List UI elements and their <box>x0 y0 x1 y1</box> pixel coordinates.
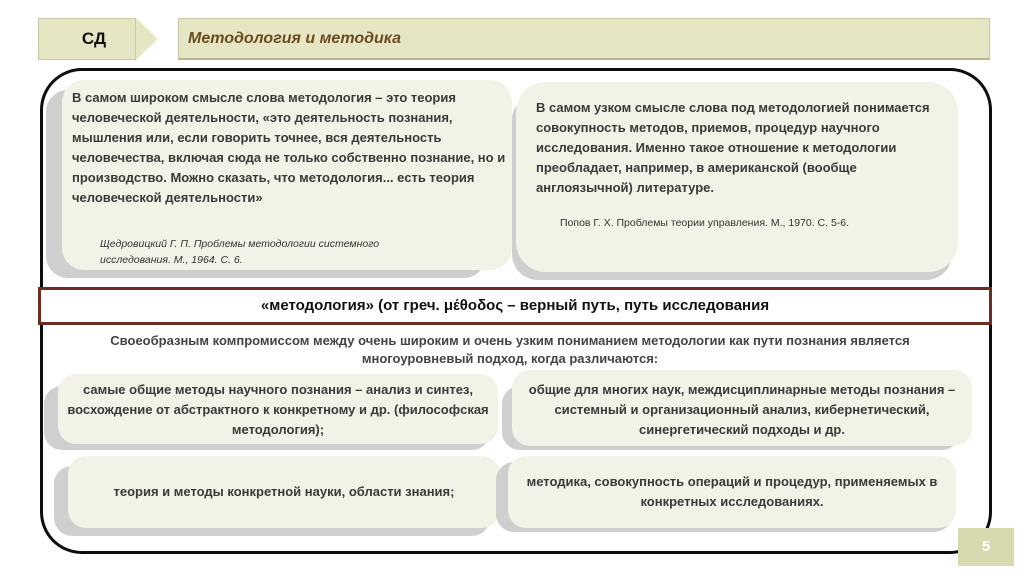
interdisciplinary-text: общие для многих наук, междисциплинарные методы познания – системный и организационный анализ, кибернетический, синергетический подходы и др. <box>528 382 956 437</box>
broad-definition-text: В самом широком смысле слова методология – это теория человеческой деятельности, «это деятельность познания, мышления или, если говорить точнее, вся деятельность человечества, включая сюда не только собственно познание, но и производство. Можно сказать, что методология... есть теория человеческой деятельности» <box>72 90 506 205</box>
technique-text: методика, совокупность операций и процедур, применяемых в конкретных исследованиях. <box>526 474 938 509</box>
slide-title: Методология и методика <box>188 30 401 47</box>
multilevel-intro: Своеобразным компромиссом между очень широким и очень узким пониманием методологии как пути познания является многоуровневый подход, когда различаются: <box>110 333 910 366</box>
philosophical-text: самые общие методы научного познания – анализ и синтез, восхождение от абстрактного к конкретному и др. (философская методология); <box>67 382 489 437</box>
broad-citation: Щедровицкий Г. П. Проблемы методологии системного исследования. М., 1964. С. 6. <box>100 238 380 266</box>
narrow-definition-text: В самом узком смысле слова под методологией понимается совокупность методов, приемов, процедур научного исследования. Именно такое отношение к методологии преобладает, например, в американской (вообще англоязычной) литературе. <box>536 100 930 195</box>
page-number: 5 <box>958 528 1014 566</box>
section-tag: СД <box>81 29 107 48</box>
etymology-band: «методология» (от греч. μέθοδος – верный путь, путь исследования <box>38 287 992 325</box>
narrow-citation: Попов Г. Х. Проблемы теории управления. М., 1970. С. 5-6. <box>560 217 850 229</box>
concrete-text: теория и методы конкретной науки, области знания; <box>113 484 455 499</box>
